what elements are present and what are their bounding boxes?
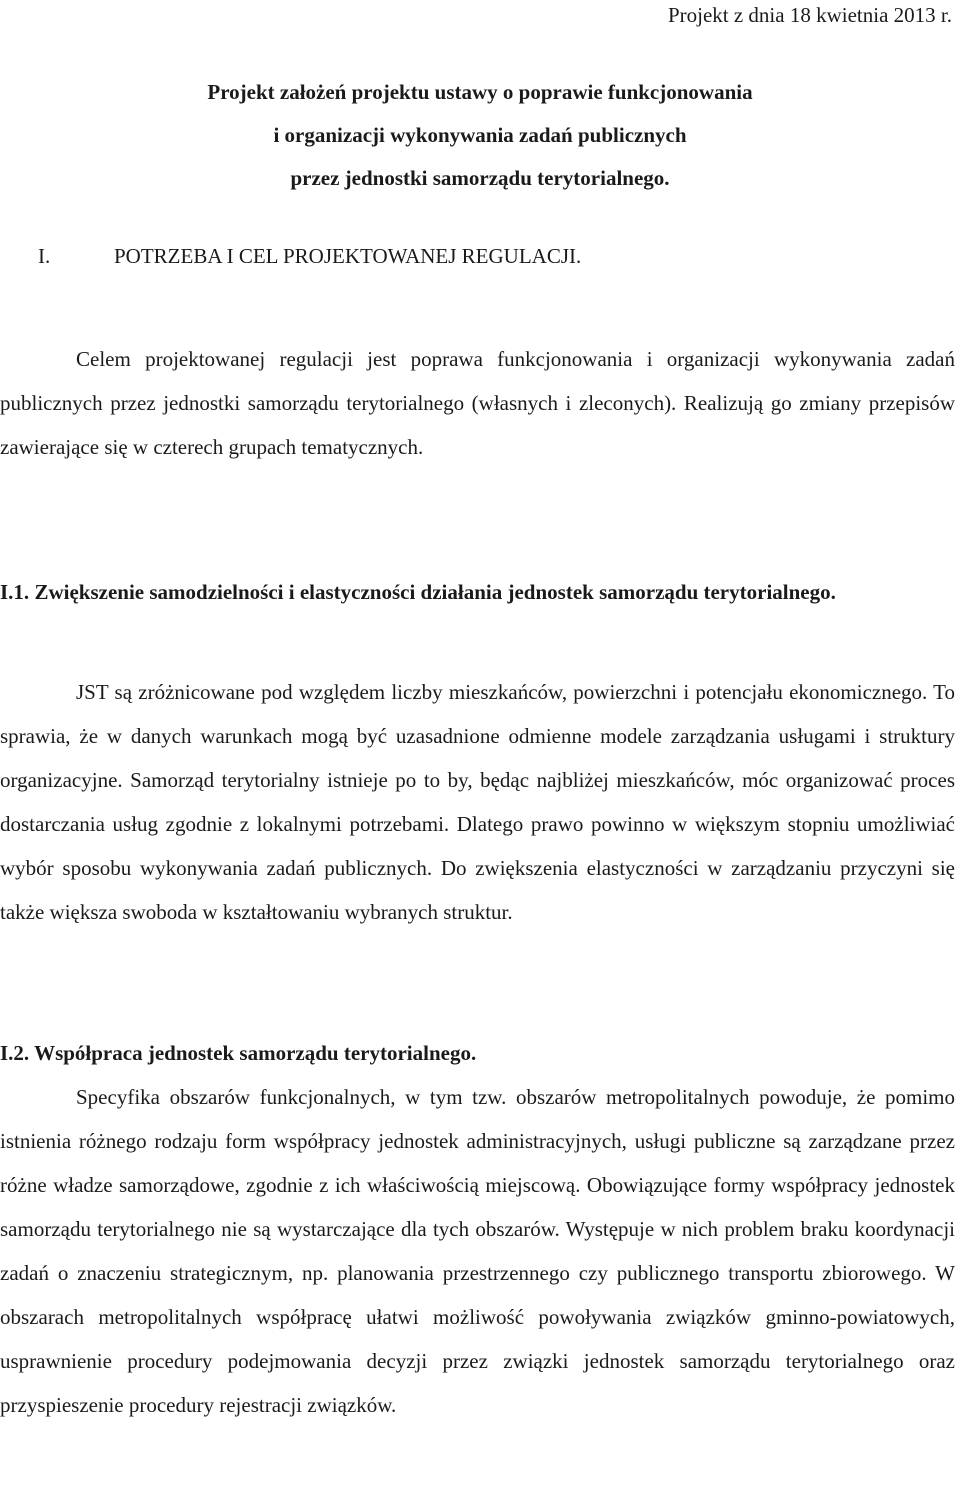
document-title — [0, 71, 960, 200]
document-date: Projekt z dnia 18 kwietnia 2013 r. — [667, 3, 952, 27]
subsection-title: Zwiększenie samodzielności i elastyczności działania jednostek samorządu terytorialnego. — [34, 580, 836, 604]
section-title: POTRZEBA I CEL PROJEKTOWANEJ REGULACJI. — [114, 244, 582, 268]
section-heading — [38, 243, 581, 269]
subsection-title: Współpraca jednostek samorządu terytorialnego. — [34, 1041, 477, 1065]
title-line: Projekt założeń projektu ustawy o poprawie funkcjonowania — [207, 80, 753, 104]
intro-paragraph-text: Celem projektowanej regulacji jest poprawa funkcjonowania i organizacji wykonywania zadań publicznych przez jednostki samorządu terytorialnego (własnych i zleconych). Realizują go zmiany przepisów zawierające się w czterech grupach tematycznych. — [0, 347, 955, 459]
title-line: przez jednostki samorządu terytorialnego. — [290, 166, 670, 190]
subsection-number: I.2. — [0, 1041, 30, 1065]
intro-paragraph — [0, 337, 955, 469]
title-line: i organizacji wykonywania zadań publicznych — [273, 123, 687, 147]
section-number: I. — [38, 244, 51, 268]
subsection-paragraph-text: Specyfika obszarów funkcjonalnych, w tym tzw. obszarów metropolitalnych powoduje, że pomimo istnienia różnego rodzaju form współpracy jednostek administracyjnych, usługi publiczne są zarządzane przez różne władze samorządowe, zgodnie z ich właściwością miejscową. Obowiązujące formy współpracy jednostek samorządu terytorialnego nie są wystarczające dla tych obszarów. Występuje w nich problem braku koordynacji zadań o znaczeniu strategicznym, np. planowania przestrzennego czy publicznego transportu zbiorowego. W obszarach metropolitalnych współpracę ułatwi możliwość powoływania związków gminno-powiatowych, usprawnienie procedury podejmowania decyzji przez związki jednostek samorządu terytorialnego oraz przyspieszenie procedury rejestracji związków. — [0, 1085, 955, 1417]
subsection-heading-2 — [0, 1031, 955, 1075]
subsection-paragraph-text: JST są zróżnicowane pod względem liczby mieszkańców, powierzchni i potencjału ekonomicznego. To sprawia, że w danych warunkach mogą być uzasadnione odmienne modele zarządzania usługami i struktury organizacyjne. Samorząd terytorialny istnieje po to by, będąc najbliżej mieszkańców, móc organizować proces dostarczania usług zgodnie z lokalnymi potrzebami. Dlatego prawo powinno w większym stopniu umożliwiać wybór sposobu wykonywania zadań publicznych. Do zwiększenia elastyczności w zarządzaniu przyczyni się także większa swoboda w kształtowaniu wybranych struktur. — [0, 680, 955, 924]
subsection-paragraph-2 — [0, 1075, 955, 1427]
subsection-heading-1 — [0, 570, 955, 614]
subsection-paragraph-1 — [0, 670, 955, 934]
subsection-number: I.1. — [0, 580, 30, 604]
